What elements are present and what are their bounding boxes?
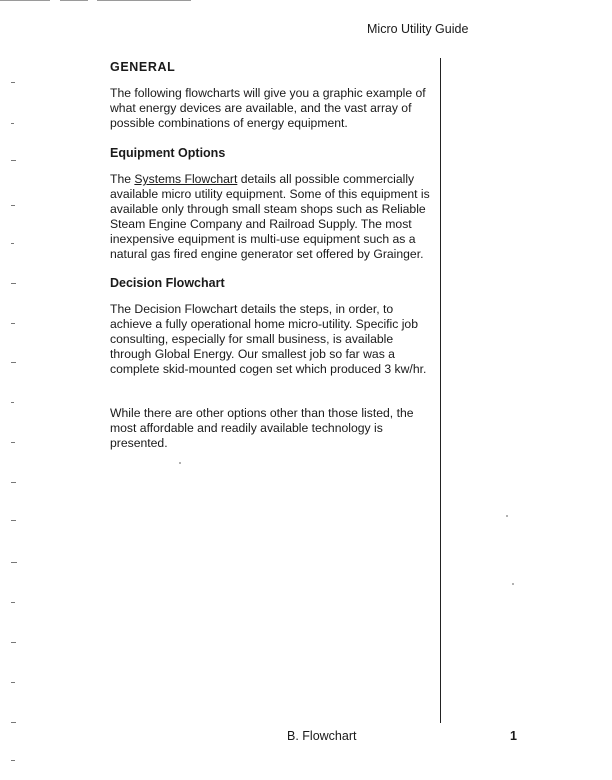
margin-mark [11,562,17,563]
closing-paragraph: While there are other options other than those listed, the most affordable and readily available technology is presented. [110,406,414,450]
general-paragraph: The following flowcharts will give you a graphic example of what energy devices are available, and the vast array of possible combinations of energy equipment. [110,86,426,130]
equipment-options-rest: details all possible commercially available micro utility equipment. Some of this equipment is available only through small steam shops such as Reliable Steam Engine Company and Railroad Supply. The most inexpensive equipment is multi-use equipment such as a natural gas fired engine generator set offered by Grainger. [110,172,430,261]
margin-mark [11,722,16,723]
margin-mark [11,602,15,603]
top-scan-line [60,0,88,1]
margin-mark [11,402,14,403]
equipment-options-heading: Equipment Options [110,146,226,160]
decision-flowchart-paragraph: The Decision Flowchart details the steps, in order, to achieve a fully operational home micro-utility. Specific job consulting, especially for small business, is available through Global Energy. Our smallest job so far was a complete skid-mounted cogen set which produced 3 kw/hr. [110,302,427,376]
margin-mark [11,283,16,284]
margin-mark [11,123,14,124]
margin-mark [11,642,16,643]
margin-mark [11,323,15,324]
scan-speck [179,462,181,464]
running-header: Micro Utility Guide [367,22,469,36]
page-number: 1 [510,729,517,743]
scan-speck [506,515,508,517]
margin-mark [11,82,15,83]
top-scan-line [97,0,191,1]
margin-mark [11,362,16,363]
general-heading: GENERAL [110,60,176,74]
footer-section-label: B. Flowchart [287,729,357,743]
margin-mark [11,760,15,761]
margin-mark [11,682,15,683]
decision-flowchart-heading: Decision Flowchart [110,276,225,290]
scan-speck [512,583,514,585]
systems-flowchart-link[interactable]: Systems Flowchart [134,172,238,186]
margin-mark [11,205,15,206]
margin-rule [440,58,441,723]
margin-mark [11,243,14,244]
document-body [110,60,432,451]
equipment-options-paragraph [110,172,432,262]
margin-mark [11,482,16,483]
top-scan-line [0,0,50,1]
margin-mark [11,442,15,443]
equipment-options-intro: The [110,172,135,186]
margin-mark [11,160,16,161]
margin-mark [11,520,16,521]
